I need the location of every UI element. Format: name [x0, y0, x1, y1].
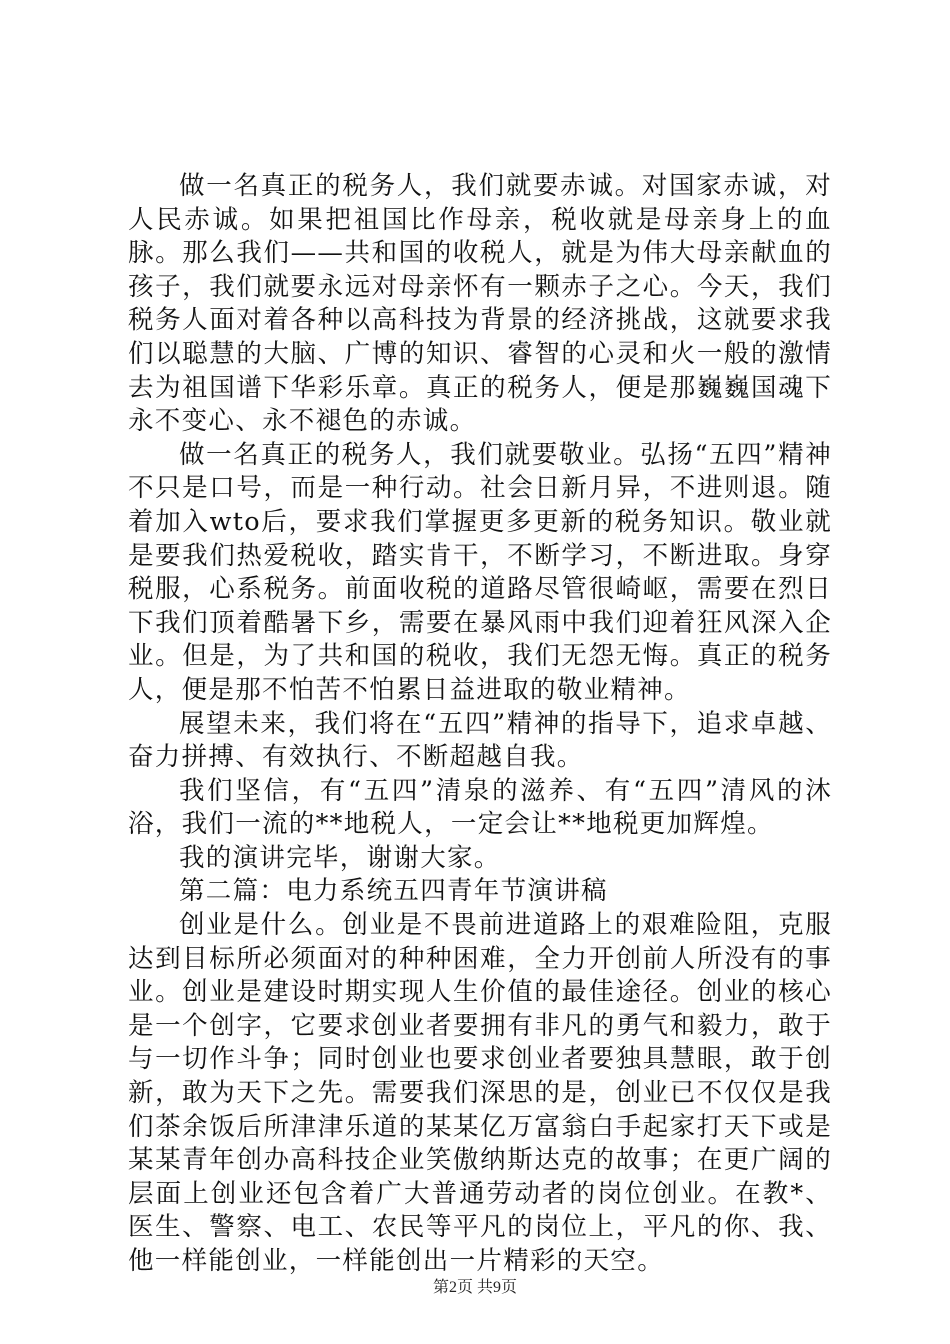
paragraph-5: 我的演讲完毕，谢谢大家。	[179, 842, 501, 873]
section-heading: 第二篇：电力系统五四青年节演讲稿	[179, 876, 608, 907]
paragraph-2: 做一名真正的税务人，我们就要敬业。弘扬“五四”精神不只是口号，而是一种行动。社会日新月异，不进则退。随着加入wto后，要求我们掌握更多更新的税务知识。敬业就是要我们热爱税收，踏实肯干，不断学习，不断进取。身穿税服，心系税务。前面收税的道路尽管很崎岖，需要在烈日下我们顶着酷暑下乡，需要在暴风雨中我们迎着狂风深入企业。但是，为了共和国的税收，我们无怨无悔。真正的税务人，便是那不怕苦不怕累日益进取的敬业精神。	[128, 439, 832, 705]
paragraph-6: 创业是什么。创业是不畏前进道路上的艰难险阻，克服达到目标所必须面对的种种困难，全力开创前人所没有的事业。创业是建设时期实现人生价值的最佳途径。创业的核心是一个创字，它要求创业者要拥有非凡的勇气和毅力，敢于与一切作斗争；同时创业也要求创业者要独具慧眼，敢于创新，敢为天下之先。需要我们深思的是，创业已不仅仅是我们茶余饭后所津津乐道的某某亿万富翁白手起家打天下或是某某青年创办高科技企业笑傲纳斯达克的故事；在更广阔的层面上创业还包含着广大普通劳动者的岗位创业。在教*、医生、警察、电工、农民等平凡的岗位上，平凡的你、我、他一样能创业，一样能创出一片精彩的天空。	[128, 910, 832, 1276]
page-footer: 第2页 共9页	[432, 1279, 517, 1296]
paragraph-4: 我们坚信，有“五四”清泉的滋养、有“五四”清风的沐浴，我们一流的**地税人，一定会让**地税更加辉煌。	[128, 775, 832, 840]
paragraph-1: 做一名真正的税务人，我们就要赤诚。对国家赤诚，对人民赤诚。如果把祖国比作母亲，税收就是母亲身上的血脉。那么我们——共和国的收税人，就是为伟大母亲献血的孩子，我们就要永远对母亲怀有一颗赤子之心。今天，我们税务人面对着各种以高科技为背景的经济挑战，这就要求我们以聪慧的大脑、广博的知识、睿智的心灵和火一般的激情去为祖国谱下华彩乐章。真正的税务人，便是那巍巍国魂下永不变心、永不褪色的赤诚。	[128, 171, 832, 437]
paragraph-3: 展望未来，我们将在“五四”精神的指导下，追求卓越、奋力拼搏、有效执行、不断超越自我。	[128, 708, 832, 773]
document-body	[128, 170, 832, 1279]
